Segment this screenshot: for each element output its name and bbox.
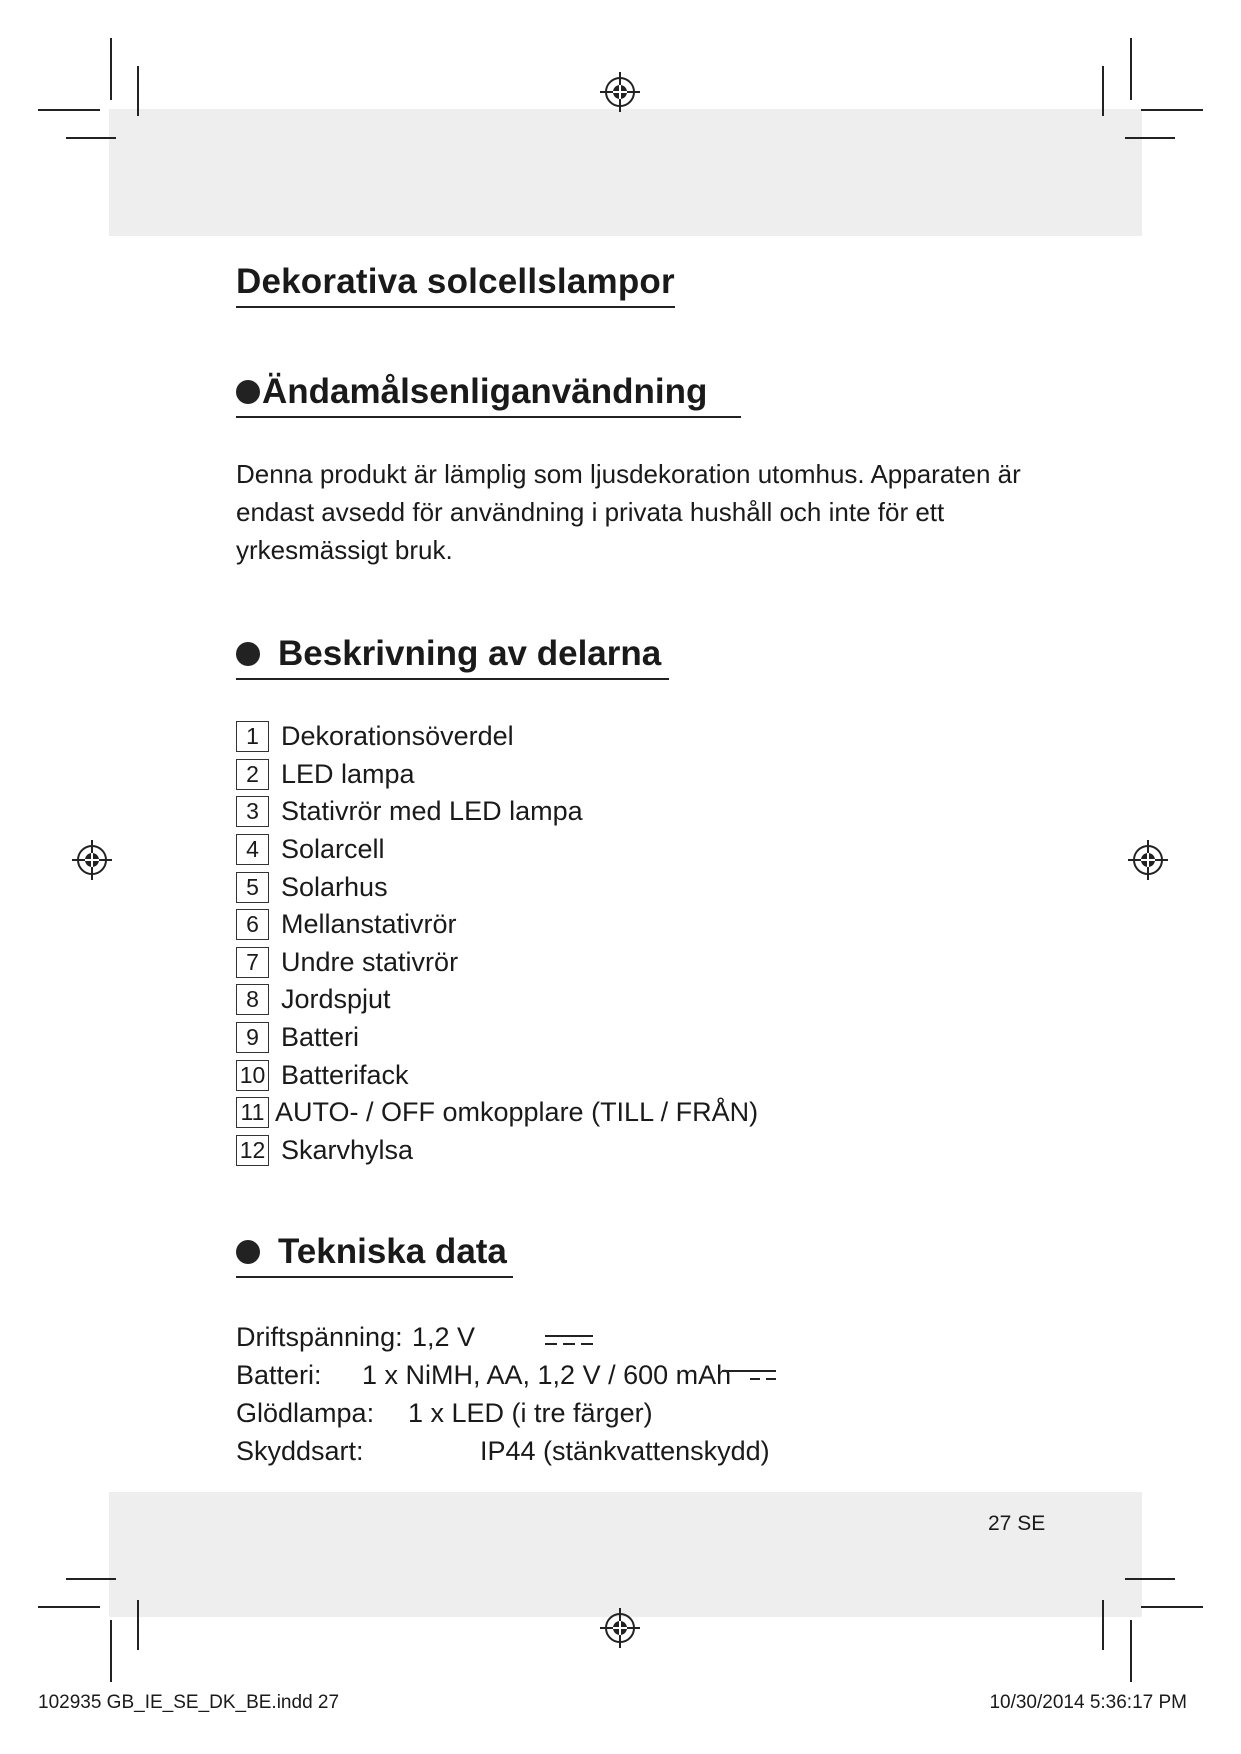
part-number: 8 (236, 984, 269, 1015)
header-band (109, 109, 1142, 236)
list-item (236, 944, 758, 982)
crop-mark (1102, 66, 1104, 116)
part-label: Stativrör med LED lampa (281, 796, 583, 827)
bullet-icon (236, 380, 260, 404)
tech-label: Driftspänning: (236, 1322, 403, 1352)
crop-mark (1125, 137, 1175, 139)
part-label: Dekorationsöverdel (281, 721, 514, 752)
direct-current-symbol-icon (545, 1333, 593, 1347)
list-item (236, 1019, 758, 1057)
section-heading-intended-use (236, 372, 741, 418)
page-title: Dekorativa solcellslampor (236, 262, 675, 308)
crop-mark (1130, 1620, 1132, 1682)
list-item (236, 868, 758, 906)
part-number: 7 (236, 947, 269, 978)
section-heading-parts (236, 634, 669, 680)
crop-mark (1130, 38, 1132, 100)
crop-mark (66, 137, 116, 139)
tech-label: Skyddsart: (236, 1436, 364, 1466)
registration-mark-icon (72, 840, 112, 880)
registration-mark-icon (600, 72, 640, 112)
list-item (236, 981, 758, 1019)
part-number: 11 (236, 1097, 269, 1128)
crop-mark (38, 1606, 100, 1608)
parts-list (236, 718, 758, 1169)
print-slug-file: 102935 GB_IE_SE_DK_BE.indd 27 (38, 1692, 340, 1713)
footer-band (109, 1492, 1142, 1617)
crop-mark (1141, 1606, 1203, 1608)
list-item (236, 1094, 758, 1132)
part-number: 9 (236, 1022, 269, 1053)
part-label: Solarcell (281, 834, 385, 865)
tech-value: 1 x NiMH, AA, 1,2 V / 600 mAh (362, 1360, 732, 1390)
section-title: Beskrivning av delarna (278, 634, 662, 673)
part-number: 4 (236, 834, 269, 865)
tech-value: 1,2 V (412, 1322, 476, 1352)
part-number: 5 (236, 872, 269, 903)
bullet-icon (236, 642, 260, 666)
part-label: Jordspjut (281, 984, 391, 1015)
crop-mark (38, 109, 100, 111)
part-number: 2 (236, 759, 269, 790)
part-label: Solarhus (281, 871, 388, 902)
part-label: LED lampa (281, 758, 415, 789)
crop-mark (110, 1620, 112, 1682)
crop-mark (1102, 1600, 1104, 1650)
part-number: 10 (236, 1060, 269, 1091)
crop-mark (110, 38, 112, 100)
registration-mark-icon (1128, 840, 1168, 880)
part-label: Batterifack (281, 1059, 409, 1090)
direct-current-symbol-icon (722, 1368, 776, 1382)
crop-mark (66, 1578, 116, 1580)
part-label: AUTO- / OFF omkopplare (TILL / FRÅN) (275, 1097, 759, 1128)
crop-mark (137, 1600, 139, 1650)
page-number: 27 SE (988, 1512, 1046, 1535)
list-item (236, 906, 758, 944)
part-label: Skarvhylsa (281, 1134, 414, 1165)
crop-mark (1141, 109, 1203, 111)
tech-value: 1 x LED (i tre färger) (408, 1398, 653, 1428)
list-item (236, 718, 758, 756)
bullet-icon (236, 1240, 260, 1264)
crop-mark (1125, 1578, 1175, 1580)
tech-value: IP44 (stänkvattenskydd) (480, 1436, 770, 1466)
tech-label: Glödlampa: (236, 1398, 375, 1428)
list-item (236, 1056, 758, 1094)
registration-mark-icon (600, 1608, 640, 1648)
crop-mark (137, 66, 139, 116)
tech-label: Batteri: (236, 1360, 322, 1390)
part-number: 3 (236, 796, 269, 827)
list-item (236, 1132, 758, 1170)
section-title: Ändamålsenliganvändning (262, 372, 708, 411)
part-number: 1 (236, 721, 269, 752)
intended-use-paragraph: Denna produkt är lämplig som ljusdekoration utomhus. Apparaten är endast avsedd för användning i privata hushåll och inte för ett yrkesmässigt bruk. (236, 459, 1021, 565)
part-label: Mellanstativrör (281, 909, 457, 940)
list-item (236, 831, 758, 869)
section-title: Tekniska data (278, 1232, 507, 1271)
list-item (236, 793, 758, 831)
print-slug-date: 10/30/2014 5:36:17 PM (989, 1692, 1187, 1713)
part-number: 12 (236, 1135, 269, 1166)
list-item (236, 756, 758, 794)
part-label: Batteri (281, 1022, 360, 1053)
part-number: 6 (236, 909, 269, 940)
section-heading-tech (236, 1232, 513, 1278)
part-label: Undre stativrör (281, 946, 459, 977)
